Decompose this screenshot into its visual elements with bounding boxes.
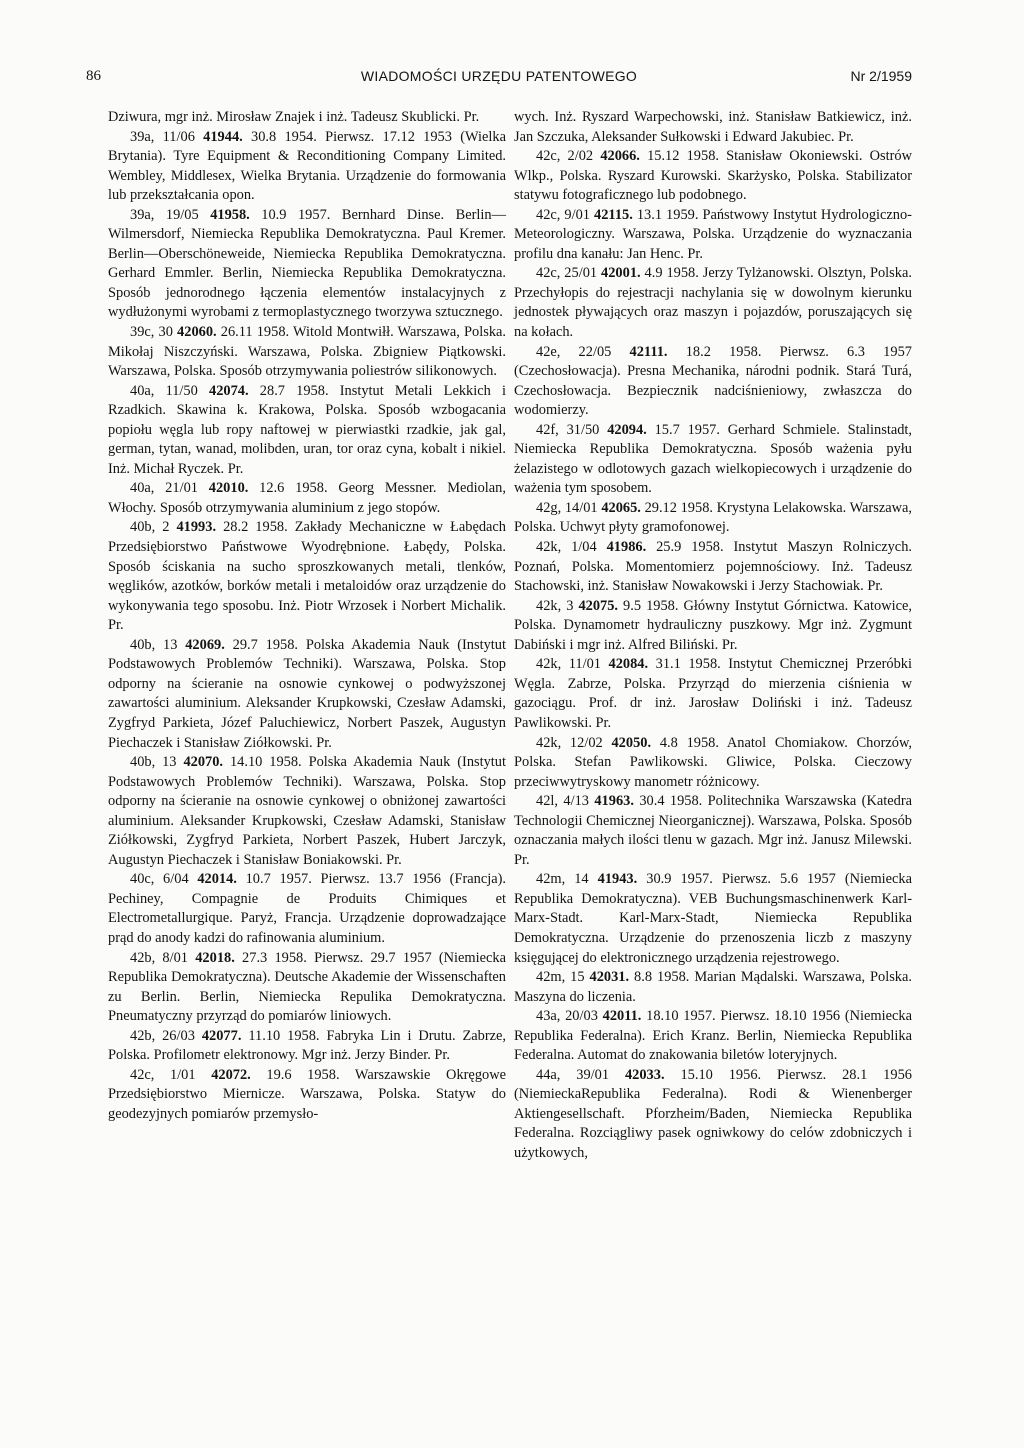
patent-number: 42010. (208, 480, 249, 497)
patent-entry (514, 792, 912, 870)
patent-number: 42011. (602, 1008, 642, 1025)
patent-entry (514, 147, 912, 206)
right-column (514, 108, 912, 1164)
patent-number: 41944. (203, 128, 243, 145)
patent-class: 40c, 6/04 (130, 871, 189, 888)
patent-class: 42k, 1/04 (536, 539, 597, 556)
patent-class: 40a, 21/01 (130, 480, 198, 497)
entry-text: 31.1 1958. Instytut Chemicznej Przeróbki Węgla. Zabrze, Polska. Przyrząd do mierzenia ciśnienia w gazociągu. Prof. dr inż. Jarosław Doliński i inż. Tadeusz Pawlikowski. Pr. (514, 656, 912, 731)
patent-number: 42018. (195, 949, 235, 966)
patent-number: 42014. (197, 871, 237, 888)
patent-number: 42060. (177, 324, 217, 341)
entry-text: 30.4 1958. Politechnika Warszawska (Katedra Technologii Chemicznej Nieorganicznej). Warszawa, Polska. Sposób oznaczania małych ilości tlenu w gazach. Mgr inż. Janusz Milewski. Pr. (514, 793, 912, 868)
patent-class: 42k, 3 (536, 597, 574, 614)
patent-number: 42074. (209, 382, 249, 399)
entry-text: 28.7 1958. Instytut Metali Lekkich i Rzadkich. Skawina k. Krakowa, Polska. Sposób wzbogacania popiołu węgla lub ropy naftowej w pierwiastki rzadkie, jak gal, german, tytan, wanad, molibden, uran, tor oraz cyna, kobalt i nikiel. Inż. Michał Ryczek. Pr. (108, 382, 506, 477)
patent-entry (514, 264, 912, 342)
entry-text: 18.2 1958. Pierwsz. 6.3 1957 (Czechosłowacja). Presna Mechanika, národni podnik. Stará Turá, Czechosłowacja. Bezpiecznik nadciśnieniowy, zwłaszcza do wodomierzy. (514, 343, 912, 419)
patent-entry (514, 499, 912, 538)
patent-entry (514, 206, 912, 265)
patent-class: 42b, 8/01 (130, 949, 188, 966)
entry-text: 18.10 1957. Pierwsz. 18.10 1956 (Niemiecka Republika Federalna). Erich Kranz. Berlin, Niemiecka Republika Federalna. Automat do znakowania biletów loteryjnych. (514, 1008, 912, 1064)
entry-text: 27.3 1958. Pierwsz. 29.7 1957 (Niemiecka Republika Demokratyczna). Deutsche Akademie der Wissenschaften zu Berlin. Berlin, Niemiecka Repulika Demokratyczna. Pneumatyczny przyrząd do pomiarów liniowych. (108, 949, 506, 1025)
patent-number: 42033. (624, 1066, 665, 1083)
patent-number: 42069. (185, 636, 225, 653)
entry-text: 9.5 1958. Główny Instytut Górnictwa. Katowice, Polska. Dynamometr hydrauliczny puszkowy. Mgr inż. Zygmunt Dabiński i mgr inż. Alfred Biliński. Pr. (514, 597, 912, 653)
patent-class: 42l, 4/13 (536, 793, 589, 810)
patent-class: 39a, 11/06 (130, 128, 195, 145)
patent-number: 42115. (594, 206, 633, 223)
continuation-text (514, 108, 912, 147)
journal-title: WIADOMOŚCI URZĘDU PATENTOWEGO (360, 68, 638, 84)
entry-text: 4.9 1958. Jerzy Tylżanowski. Olsztyn, Polska. Przechyłopis do rejestracji nachylania się w dowolnym kierunku jednostek pływających oraz maszyn i pojazdów, poruszających się na kołach. (514, 265, 912, 341)
entry-text: 25.9 1958. Instytut Maszyn Rolniczych. Poznań, Polska. Momentomierz pojemnościowy. Inż. Tadeusz Stachowski, inż. Stanisław Nowakowski i Jerzy Stachowiak. Pr. (514, 539, 912, 595)
patent-number: 41993. (176, 519, 217, 536)
entry-text: wych. Inż. Ryszard Warpechowski, inż. Stanisław Batkiewicz, inż. Jan Szczuka, Aleksander Sułkowski i Edward Jakubiec. Pr. (514, 109, 912, 145)
patent-entry (514, 421, 912, 499)
patent-entry (108, 870, 506, 948)
patent-entry (108, 636, 506, 753)
patent-class: 42e, 22/05 (536, 343, 612, 360)
patent-entry (108, 323, 506, 382)
page-header (86, 68, 912, 92)
patent-number: 42077. (201, 1027, 242, 1044)
patent-class: 42g, 14/01 (536, 499, 598, 516)
patent-class: 42c, 9/01 (536, 206, 590, 223)
entry-text: 4.8 1958. Anatol Chomiakow. Chorzów, Polska. Stefan Pawlikowski. Gliwice, Polska. Cieczowy przeciwwytryskowy manometr różnicowy. (514, 734, 913, 790)
patent-number: 42066. (600, 148, 640, 165)
entry-text: 10.7 1957. Pierwsz. 13.7 1956 (Francja). Pechiney, Compagnie de Produits Chimiques et Electrometallurgique. Paryż, Francja. Urządzenie doprowadzające prąd do anody kadzi do rafinowania aluminium. (108, 871, 506, 946)
patent-class: 42k, 12/02 (536, 734, 603, 751)
patent-class: 44a, 39/01 (536, 1066, 610, 1083)
patent-entry (514, 597, 912, 656)
entry-text: 12.6 1958. Georg Messner. Mediolan, Włochy. Sposób otrzymywania aluminium z jego stopów. (108, 480, 506, 516)
entry-text: 15.12 1958. Stanisław Okoniewski. Ostrów Wlkp., Polska. Ryszard Kurowski. Skarżysko, Polska. Stabilizator statywu fotograficznego lub podobnego. (514, 148, 912, 204)
patent-number: 41963. (594, 793, 634, 810)
issue-number: Nr 2/1959 (850, 68, 912, 84)
patent-number: 41986. (606, 539, 647, 556)
entry-text: 28.2 1958. Zakłady Mechaniczne w Łabędach Przedsiębiorstwo Państwowe Wyodrębnione. Łabędy, Polska. Sposób ściskania na sucho sproszkowanych metali, tlenków, węglików, azotków, borków metali i metaloidów oraz urządzenie do wykonywania tego sposobu. Inż. Piotr Wrzosek i Norbert Michalik. Pr. (108, 519, 506, 634)
patent-entry (108, 382, 506, 480)
patent-class: 42m, 14 (536, 871, 589, 888)
patent-number: 41943. (597, 871, 638, 888)
patent-class: 39c, 30 (130, 324, 173, 341)
patent-entry (514, 870, 912, 968)
patent-class: 40a, 11/50 (130, 382, 198, 399)
entry-text: Dziwura, mgr inż. Mirosław Znajek i inż. Tadeusz Skublicki. Pr. (108, 109, 480, 125)
continuation-text (108, 108, 506, 128)
entry-text: 29.12 1958. Krystyna Lelakowska. Warszawa, Polska. Uchwyt płyty gramofonowej. (514, 499, 912, 536)
patent-entry (514, 1007, 912, 1066)
entry-text: 11.10 1958. Fabryka Lin i Drutu. Zabrze, Polska. Profilometr elektronowy. Mgr inż. Jerzy Binder. Pr. (108, 1027, 507, 1064)
patent-class: 43a, 20/03 (536, 1008, 598, 1025)
patent-class: 42b, 26/03 (130, 1027, 195, 1044)
patent-number: 42084. (608, 656, 649, 673)
patent-number: 42031. (589, 969, 630, 986)
patent-entry (108, 479, 506, 518)
patent-entry (108, 206, 506, 323)
patent-entry (108, 1027, 506, 1066)
patent-entry (514, 655, 912, 733)
patent-number: 42075. (578, 597, 619, 614)
patent-number: 42070. (183, 754, 224, 771)
patent-number: 42050. (611, 734, 652, 751)
patent-entry (108, 949, 506, 1027)
patent-class: 42f, 31/50 (536, 421, 600, 438)
patent-class: 40b, 13 (130, 754, 177, 771)
patent-entry (108, 128, 506, 206)
patent-number: 42065. (601, 499, 641, 516)
entry-text: 13.1 1959. Państwowy Instytut Hydrologiczno-Meteorologiczny. Warszawa, Polska. Urządzenie do wyznaczania profilu dna kanału: Jan Henc. Pr. (514, 206, 912, 262)
entry-text: 30.8 1954. Pierwsz. 17.12 1953 (Wielka Brytania). Tyre Equipment & Reconditioning Company Limited. Wembley, Middlesex, Wielka Brytania. Urządzenie do formowania lub przekształcania opon. (108, 128, 506, 204)
entry-text: 14.10 1958. Polska Akademia Nauk (Instytut Podstawowych Problemów Techniki). Warszawa, Polska. Stop odporny na ścieranie na osnowie cynkowej o obniżonej zawartości aluminium. Aleksander Krupkowski, Czesław Adamski, Stanisław Ziółkowski, Zygfryd Parkieta, Norbert Paszek, Hubert Jarczyk, Augustyn Piechaczek i Stanisław Boniakowski. Pr. (108, 754, 506, 868)
patent-class: 42m, 15 (536, 969, 585, 986)
patent-number: 42111. (629, 343, 668, 360)
patent-entry (108, 753, 506, 870)
patent-class: 40b, 13 (130, 636, 178, 653)
patent-class: 42c, 2/02 (536, 148, 594, 165)
entry-text: 26.11 1958. Witold Montwiłł. Warszawa, Polska. Mikołaj Niszczyński. Warszawa, Polska. Zbigniew Piątkowski. Warszawa, Polska. Sposób otrzymywania poliestrów silikonowych. (108, 324, 507, 380)
patent-class: 42c, 1/01 (130, 1066, 196, 1083)
entry-text: 29.7 1958. Polska Akademia Nauk (Instytut Podstawowych Problemów Techniki). Warszawa, Polska. Stop odporny na ścieranie na osnowie cynkowej o podwyższonej zawartości aluminium. Aleksander Krupkowski, Czesław Adamski, Zygfryd Parkieta, Józef Paluchiewicz, Norbert Paszek, Augustyn Piechaczek i Stanisław Ziółkowski. Pr. (108, 636, 506, 751)
entry-text: 30.9 1957. Pierwsz. 5.6 1957 (Niemiecka Republika Demokratyczna). VEB Buchungsmaschinenwerk Karl-Marx-Stadt. Karl-Marx-Stadt, Niemiecka Republika Demokratyczna. Urządzenie do przenoszenia liczb z maszyny księgującej do elektronicznego urządzenia rejestrowego. (514, 871, 912, 966)
patent-entry (108, 518, 506, 635)
entry-text: 10.9 1957. Bernhard Dinse. Berlin—Wilmersdorf, Niemiecka Republika Demokratyczna. Paul Kremer. Berlin—Oberschöneweide, Niemiecka Republika Demokratyczna. Gerhard Emmler. Berlin, Niemiecka Republika Demokratyczna. Sposób jednorodnego łączenia elementów instalacyjnych z wydłużonymi wyrobami z termoplastycznego tworzywa sztucznego. (108, 206, 506, 321)
patent-entry (514, 538, 912, 597)
patent-class: 40b, 2 (130, 519, 170, 536)
entry-text: 15.7 1957. Gerhard Schmiele. Stalinstadt, Niemiecka Republika Demokratyczna. Sposób ważenia pyłu żelazistego w odlotowych gazach wielkopiecowych i urządzenie do ważenia tym sposobem. (514, 421, 912, 497)
patent-entry (514, 343, 912, 421)
patent-number: 42094. (607, 421, 647, 438)
page-number: 86 (86, 68, 101, 84)
patent-class: 39a, 19/05 (130, 206, 199, 223)
patent-entry (514, 734, 912, 793)
patent-number: 41958. (210, 206, 250, 223)
patent-class: 42k, 11/01 (536, 656, 601, 673)
patent-entry (108, 1066, 506, 1125)
patent-class: 42c, 25/01 (536, 265, 598, 282)
left-column (108, 108, 506, 1124)
patent-number: 42001. (601, 265, 641, 282)
entry-text: 15.10 1956. Pierwsz. 28.1 1956 (NiemieckaRepublika Federalna). Rodi & Wienenberger Aktiengesellschaft. Pforzheim/Baden, Niemiecka Republika Federalna. Rozciągliwy pasek ogniwkowy do celów zdobniczych i użytkowych, (514, 1066, 912, 1161)
entry-text: 19.6 1958. Warszawskie Okręgowe Przedsiębiorstwo Miernicze. Warszawa, Polska. Statyw do geodezyjnych pomiarów przemysło- (108, 1066, 506, 1122)
patent-entry (514, 968, 912, 1007)
patent-entry (514, 1066, 912, 1164)
patent-number: 42072. (211, 1066, 251, 1083)
entry-text: 8.8 1958. Marian Mądalski. Warszawa, Polska. Maszyna do liczenia. (514, 969, 912, 1005)
